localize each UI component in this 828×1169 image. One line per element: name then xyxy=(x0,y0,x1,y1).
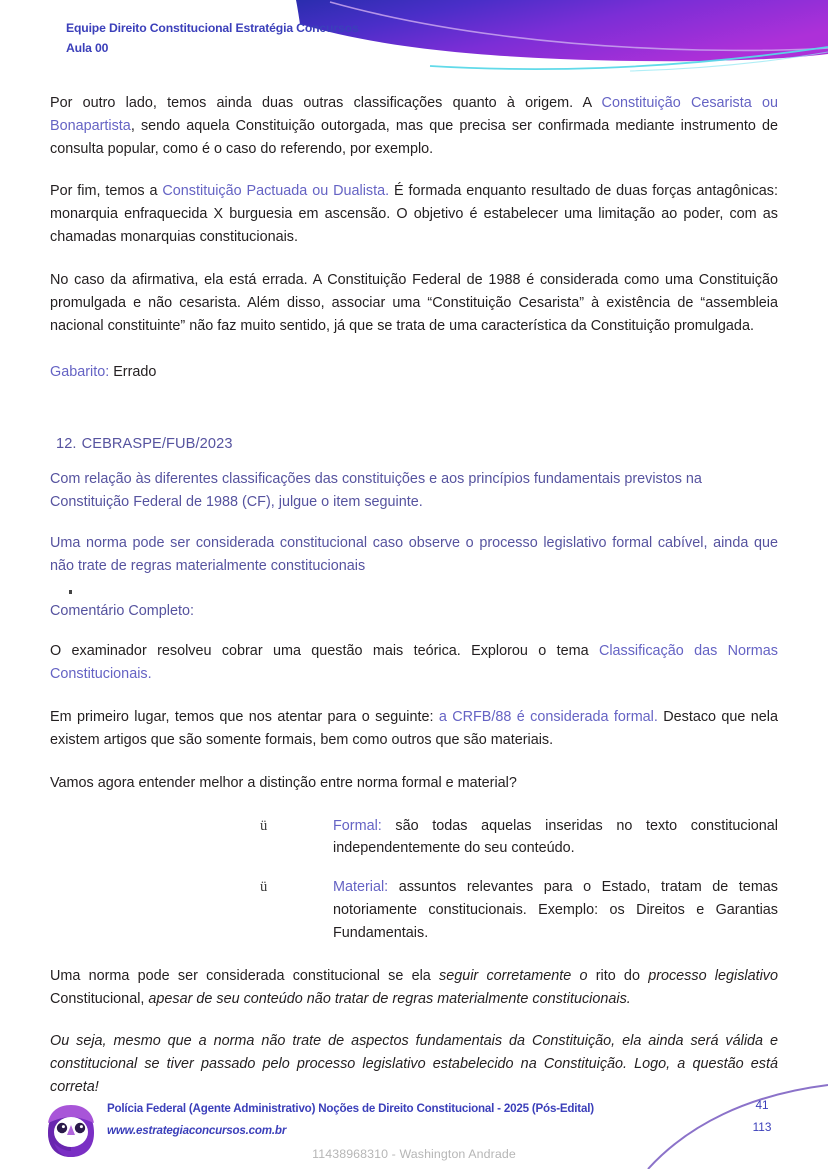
paragraph-origem-classificacoes xyxy=(50,92,778,160)
para1-seg3: , sendo aquela Constituição outorgada, mas que precisa ser confirmada mediante instrumento de consulta popular, como é o caso do referendo, por exemplo. xyxy=(50,117,778,157)
term-classificacao-normas: Classificação das Normas Constitucionais. xyxy=(50,643,778,683)
comment-heading-label: Comentário Completo: xyxy=(50,602,194,619)
bullet-term-material: Material: xyxy=(333,879,389,896)
question-number: 12. xyxy=(56,436,77,453)
para1-seg1: Por outro lado, temos ainda duas outras classificações quanto à origem. A xyxy=(50,95,602,111)
bullet-text-formal: são todas aquelas inseridas no texto constitucional independentemente do seu conteúdo. xyxy=(333,817,778,857)
footer-course-info xyxy=(107,1098,594,1141)
gabarito-value: Errado xyxy=(109,364,157,381)
para5-seg3: Destaco que nela existem artigos que são somente formais, bem como outros que são materiais. xyxy=(50,709,778,748)
header-title-line2: Aula 00 xyxy=(66,40,109,55)
bullet-term-formal: Formal: xyxy=(333,817,382,834)
para7-italic-seguir: seguir corretamente o xyxy=(439,967,588,984)
page-header xyxy=(0,0,828,78)
document-content xyxy=(50,92,778,1099)
gabarito-line xyxy=(50,357,778,384)
paragraph-distincao-pergunta: Vamos agora entender melhor a distinção entre norma formal e material? xyxy=(50,774,517,791)
question-statement: Com relação às diferentes classificações das constituições e aos princípios fundamentais previstos na Constituição Federal de 1988 (CF), julgue o item seguinte. xyxy=(50,471,702,511)
paragraph-examinador xyxy=(50,640,778,686)
comment-heading xyxy=(50,600,778,623)
term-constituicao-pactuada: Constituição Pactuada ou Dualista. xyxy=(162,183,390,200)
question-item: Uma norma pode ser considerada constitucional caso observe o processo legislativo formal cabível, ainda que não trate de regras materialmente constitucionais xyxy=(50,534,778,574)
para7-italic-processo: processo legislativo xyxy=(648,967,779,984)
para2-seg3: É formada enquanto resultado de duas forças antagônicas: monarquia enfraquecida X burguesia em ascensão. O objetivo é estabelecer uma limitação ao poder, com as chamadas monarquias constitucionais. xyxy=(50,183,778,246)
footer-website: www.estrategiaconcursos.com.br xyxy=(107,1123,287,1137)
footer-course-name: Polícia Federal (Agente Administrativo) Noções de Direito Constitucional - 2025 (Pós-Edital) xyxy=(107,1102,594,1116)
gabarito-label: Gabarito: xyxy=(50,364,110,381)
question-heading xyxy=(50,436,778,452)
question-source: CEBRASPE/FUB/2023 xyxy=(81,436,233,453)
para4-seg1: O examinador resolveu cobrar uma questão mais teórica. Explorou o tema xyxy=(50,643,599,660)
paragraph-crfb-formal xyxy=(50,706,778,752)
header-course-title xyxy=(66,19,359,59)
para7-seg1: Uma norma pode ser considerada constitucional se ela xyxy=(50,967,440,984)
page-number-block xyxy=(742,1095,782,1139)
checkmark-icon: ü xyxy=(260,879,268,896)
para7-seg5: Constitucional, xyxy=(50,990,149,1007)
page-footer xyxy=(0,1077,828,1169)
definitions-list xyxy=(50,815,778,945)
term-crfb-formal: a CRFB/88 é considerada formal. xyxy=(438,709,658,726)
list-item xyxy=(50,876,778,944)
paragraph-norma-formal-material xyxy=(50,965,778,1011)
para7-seg3: rito do xyxy=(587,967,649,984)
para5-seg1: Em primeiro lugar, temos que nos atentar para o seguinte: xyxy=(50,709,439,726)
term-constituicao-cesarista: Constituição Cesarista ou Bonapartista xyxy=(50,95,778,134)
para2-seg1: Por fim, temos a xyxy=(50,183,163,200)
paragraph-constituicao-pactuada xyxy=(50,180,778,248)
page-total: 113 xyxy=(752,1120,772,1135)
page-current: 41 xyxy=(755,1098,769,1113)
stray-mark-artifact xyxy=(69,590,72,594)
paragraph-conclusao: Ou seja, mesmo que a norma não trate de aspectos fundamentais da Constituição, ela ainda será válida e constitucional se tiver passado pelo processo legislativo estabelecido na Constituição. Logo, a questão está correta! xyxy=(50,1033,778,1096)
para7-italic-apesar: apesar de seu conteúdo não tratar de regras materialmente constitucionais. xyxy=(148,990,631,1007)
header-title-line1: Equipe Direito Constitucional Estratégia Concursos xyxy=(66,21,359,35)
list-item xyxy=(50,815,778,861)
bullet-text-material: assuntos relevantes para o Estado, tratam de temas notoriamente constitucionais. Exemplo: os Direitos e Garantias Fundamentais. xyxy=(333,879,778,941)
paragraph-analise-afirmativa: No caso da afirmativa, ela está errada. A Constituição Federal de 1988 é considerada como uma Constituição promulgada e não cesarista. Além disso, associar uma “Constituição Cesarista” à existência de “assembleia nacional constituinte” não faz muito sentido, já que se trata de uma característica da Constituição promulgada. xyxy=(50,271,778,334)
watermark-user-id: 11438968310 - Washington Andrade xyxy=(312,1147,516,1161)
checkmark-icon: ü xyxy=(260,817,268,834)
